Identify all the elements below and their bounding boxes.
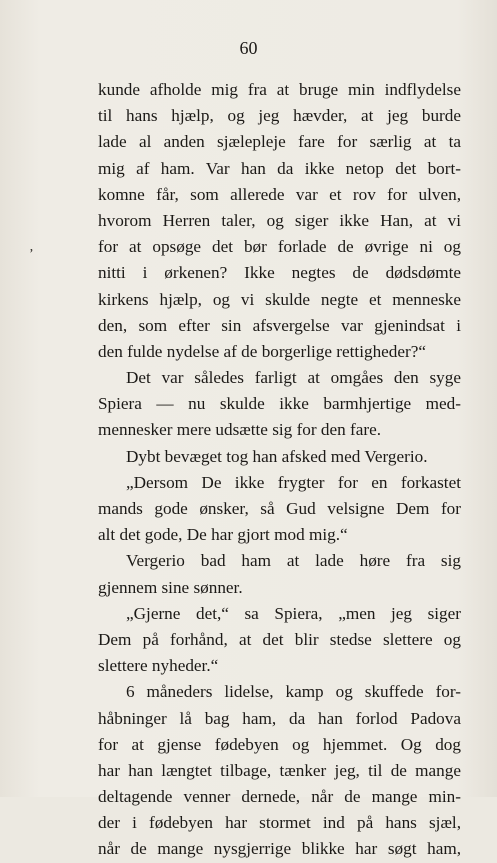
text-line: Dybt bevæget tog han afsked med Vergerio. bbox=[126, 446, 428, 466]
page-number: 60 bbox=[239, 38, 258, 58]
margin-mark: ’ bbox=[29, 247, 34, 262]
text-line: mands gode ønsker, så Gud velsigne Dem for bbox=[98, 499, 461, 518]
text-line: gjennem sine sønner. bbox=[98, 577, 243, 597]
text-line: Dem på forhånd, at det blir stedse slettere og bbox=[98, 629, 461, 649]
text-line: kunde afholde mig fra at bruge min indflydelse bbox=[98, 80, 461, 99]
text-line: den fulde nydelse af de borgerlige rettigheder?“ bbox=[98, 341, 427, 361]
text-line: Spiera — nu skulde ikke barmhjertige med- bbox=[98, 394, 461, 414]
text-line: til hans hjælp, og jeg hævder, at jeg burde bbox=[98, 106, 461, 126]
text-line: Vergerio bad ham at lade høre fra sig bbox=[126, 551, 461, 571]
body-text bbox=[98, 77, 461, 863]
text-line: deltagende venner dernede, når de mange min- bbox=[98, 787, 461, 807]
text-line: slettere nyheder.“ bbox=[98, 656, 219, 676]
text-line: 6 måneders lidelse, kamp og skuffede for- bbox=[126, 682, 461, 702]
text-line: mig af ham. Var han da ikke netop det bort- bbox=[98, 158, 461, 178]
text-line: hvorom Herren taler, og siger ikke Han, at vi bbox=[98, 210, 461, 230]
text-line: har han længtet tilbage, tænker jeg, til de mange bbox=[98, 760, 461, 780]
text-line: for at gjense fødebyen og hjemmet. Og dog bbox=[98, 734, 461, 754]
text-line: mennesker mere udsætte sig for den fare. bbox=[98, 420, 382, 440]
text-line: når de mange nysgjerrige blikke har søgt ham, bbox=[98, 839, 461, 859]
text-line: „Dersom De ikke frygter for en forkastet bbox=[126, 472, 461, 492]
text-line: lade al anden sjælepleje fare for særlig at ta bbox=[98, 132, 461, 152]
text-line: for at opsøge det bør forlade de øvrige ni og bbox=[98, 237, 461, 257]
text-line: alt det gode, De har gjort mod mig.“ bbox=[98, 525, 348, 545]
text-line: den, som efter sin afsvergelse var gjenindsat i bbox=[98, 315, 461, 335]
text-line: „Gjerne det,“ sa Spiera, „men jeg siger bbox=[126, 603, 461, 623]
text-line: håbninger lå bag ham, da han forlod Padova bbox=[98, 708, 461, 728]
text-line: kirkens hjælp, og vi skulde negte et menneske bbox=[98, 289, 461, 309]
text-line: Det var således farligt at omgåes den syge bbox=[126, 368, 461, 388]
text-line: der i fødebyen har stormet ind på hans sjæl, bbox=[98, 813, 461, 833]
text-line: komne får, som allerede var et rov for ulven, bbox=[98, 184, 461, 204]
text-line: nitti i ørkenen? Ikke negtes de dødsdømte bbox=[98, 263, 461, 283]
